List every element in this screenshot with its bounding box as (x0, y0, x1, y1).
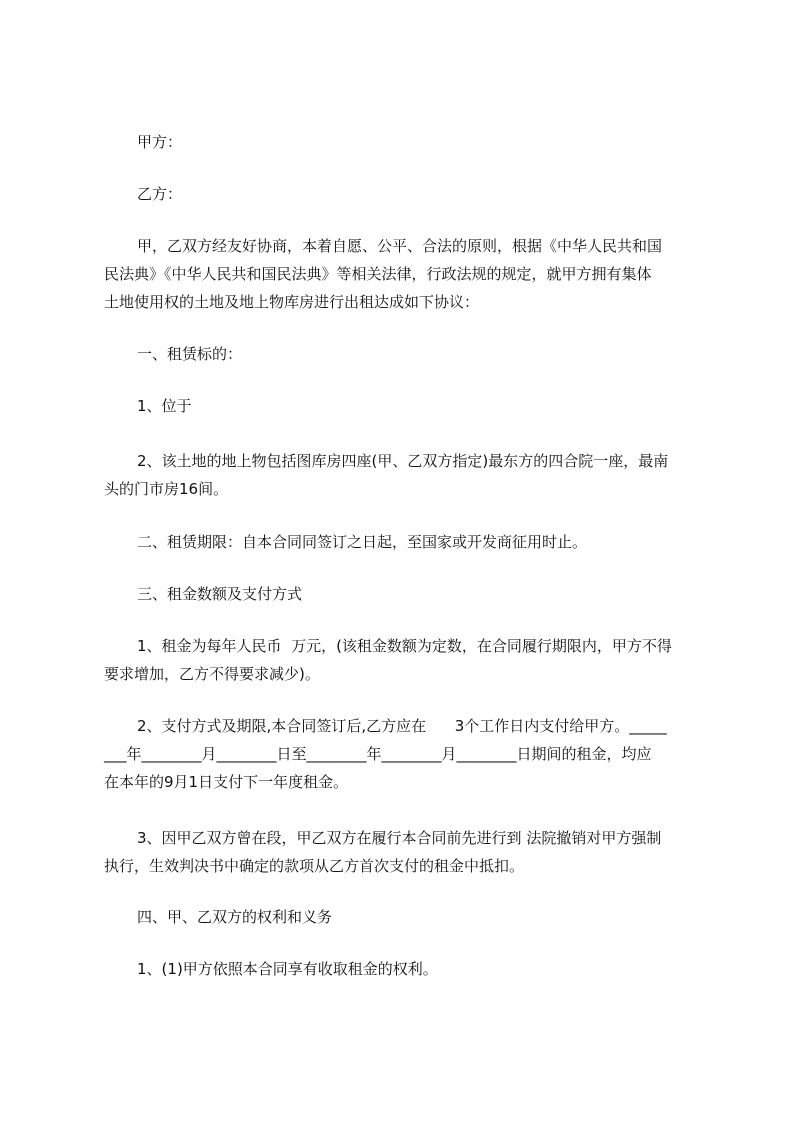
item-3-1-line-1: 1、租金为每年人民币 万元，(该租金数额为定数，在合同履行期限内，甲方不得 (137, 637, 672, 655)
item-3-2-line-3: 在本年的9月1日支付下一年度租金。 (104, 773, 349, 791)
party-b-label: 乙方： (137, 185, 183, 203)
section-2-term: 二、租赁期限：自本合同同签订之日起，至国家或开发商征用时止。 (137, 533, 588, 551)
item-3-3-line-2: 执行，生效判决书中确定的款项从乙方首次支付的租金中抵扣。 (104, 857, 525, 875)
item-4-1: 1、(1)甲方依照本合同享有收取租金的权利。 (137, 960, 438, 978)
item-3-2-line-1: 2、支付方式及期限,本合同签订后,乙方应在 3个工作日内支付给甲方。_____ (137, 717, 667, 735)
preamble-line-1: 甲，乙双方经友好协商，本着自愿、公平、合法的原则，根据《中华人民共和国 (137, 237, 663, 255)
item-1-1: 1、位于 (137, 397, 192, 415)
section-1-heading: 一、租赁标的： (137, 345, 243, 363)
item-3-3-line-1: 3、因甲乙双方曾在段，甲乙双方在履行本合同前先进行到 法院撤销对甲方强制 (137, 829, 662, 847)
preamble-line-3: 土地使用权的土地及地上物库房进行出租达成如下协议： (104, 293, 480, 311)
section-4-heading: 四、甲、乙双方的权利和义务 (137, 908, 333, 926)
party-a-label: 甲方： (137, 133, 183, 151)
preamble-line-2: 民法典》《中华人民共和国民法典》等相关法律，行政法规的规定，就甲方拥有集体 (104, 265, 652, 283)
section-3-heading: 三、租金数额及支付方式 (137, 585, 303, 603)
item-1-2-line-1: 2、该土地的地上物包括图库房四座(甲、乙双方指定)最东方的四合院一座，最南 (137, 452, 669, 470)
item-3-2-line-2: ___年________月________日至________年________月________日期间的租金，均应 (104, 745, 652, 763)
item-1-2-line-2: 头的门市房16间。 (104, 480, 229, 498)
item-3-1-line-2: 要求增加，乙方不得要求减少)。 (104, 665, 320, 683)
